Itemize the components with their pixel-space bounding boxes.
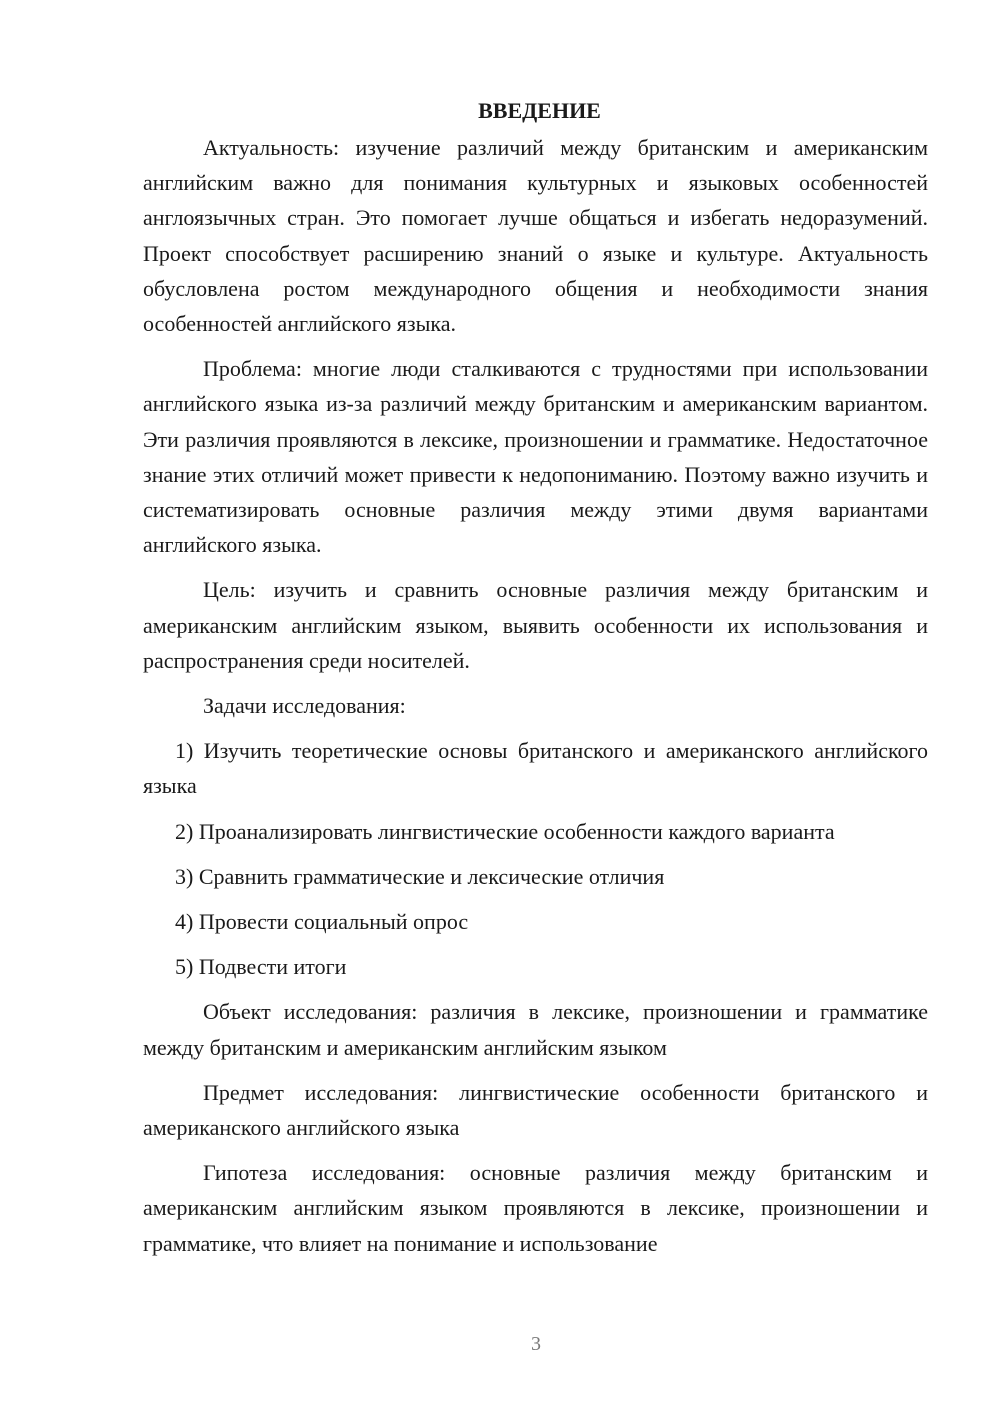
task-item: 2) Проанализировать лингвистические особенности каждого варианта [175,818,835,844]
task-item: 3) Сравнить грамматические и лексические отличия [175,863,665,889]
actuality-paragraph: Актуальность: изучение различий между британским и американским английским важно для понимания культурных и языковых особенностей англоязычных стран. Это помогает лучше общаться и избегать недоразумений. Проект способствует расширению знаний о языке и культуре. Актуальность обусловлена ростом международного общения и необходимости знания особенностей английского языка. [143,135,928,337]
hypothesis-paragraph: Гипотеза исследования: основные различия между британским и американским английским языком проявляются в лексике, произношении и грамматике, что влияет на понимание и использование [143,1160,928,1256]
page-number: 3 [531,1333,541,1355]
task-item: 5) Подвести итоги [175,954,347,980]
tasks-heading: Задачи исследования: [203,693,406,719]
tasks-list [143,733,928,984]
object-paragraph: Объект исследования: различия в лексике, произношении и грамматике между британским и американским английским языком [143,999,928,1060]
task-item: 4) Провести социальный опрос [175,909,469,935]
subject-paragraph: Предмет исследования: лингвистические особенности британского и американского английского языка [143,1079,928,1141]
page-content [143,95,928,1261]
task-item: 1) Изучить теоретические основы британского и американского английского языка [143,738,928,799]
goal-paragraph: Цель: изучить и сравнить основные различия между британским и американским английским языком, выявить особенности их использования и распространения среди носителей. [143,577,928,673]
section-title: ВВЕДЕНИЕ [478,98,601,123]
problem-paragraph: Проблема: многие люди сталкиваются с трудностями при использовании английского языка из-за различий между британским и американским вариантом. Эти различия проявляются в лексике, произношении и грамматике. Недостаточное знание этих отличий может привести к недопониманию. Поэтому важно изучить и систематизировать основные различия между этими двумя вариантами английского языка. [143,356,928,558]
